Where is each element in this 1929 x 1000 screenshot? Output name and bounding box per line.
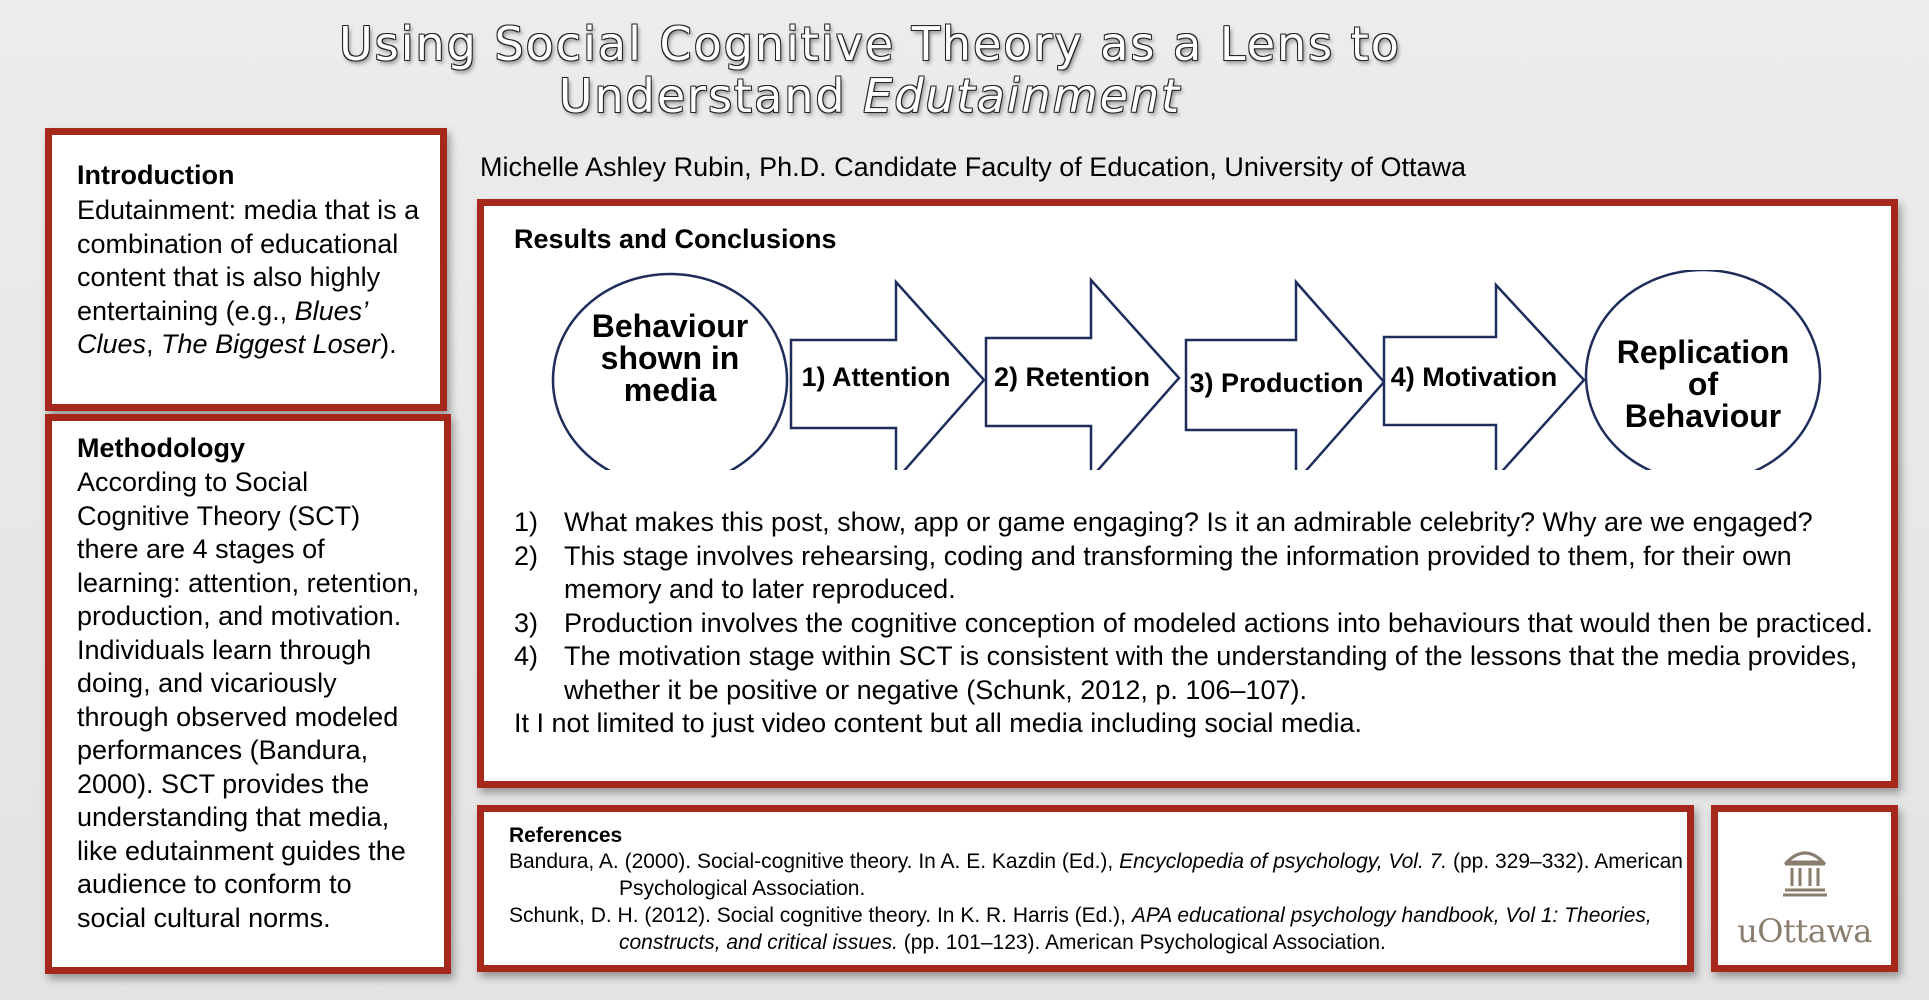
results-heading: Results and Conclusions <box>514 224 837 254</box>
sct-process-diagram <box>551 270 1851 470</box>
title-italic: Edutainment <box>863 69 1182 123</box>
author-line: Michelle Ashley Rubin, Ph.D. Candidate Faculty of Education, University of Ottawa <box>480 152 1466 182</box>
list-item: 2) This stage involves rehearsing, coding and transforming the information provided to them, for their own memory and to later reproduced. <box>514 540 1792 604</box>
methodology-panel <box>45 414 451 974</box>
methodology-text: According to Social Cognitive Theory (SCT) there are 4 stages of learning: attention, retention, production, and motivation. Individuals learn through doing, and vicariously through observed modeled performances (Bandura, 2000). SCT provides the understanding that media, like edutainment guides the audience to conform to social cultural norms. <box>77 467 420 933</box>
results-panel <box>477 199 1898 788</box>
building-columns-icon <box>1781 842 1829 898</box>
reference-entry-schunk: Schunk, D. H. (2012). Social cognitive theory. In K. R. Harris (Ed.), APA educational psychology handbook, Vol 1: Theories, constructs, and critical issues. (pp. 101–123). American Psychological Association. <box>509 904 1652 954</box>
stage-label-motivation: 4) Motivation <box>1390 362 1558 392</box>
uottawa-wordmark: uOttawa <box>1737 912 1872 950</box>
title-line-2: Understand Edutainment <box>558 69 1182 123</box>
stage-label-retention: 2) Retention <box>993 362 1150 392</box>
methodology-heading: Methodology <box>77 433 245 463</box>
references-heading: References <box>509 824 623 847</box>
reference-entry-bandura: Bandura, A. (2000). Social-cognitive theory. In A. E. Kazdin (Ed.), Encyclopedia of psychology, Vol. 7. (pp. 329–332). American Psychological Association. <box>509 850 1683 900</box>
list-item: 3) Production involves the cognitive conception of modeled actions into behaviours that would then be practiced. <box>514 607 1873 638</box>
end-label: Replication of Behaviour <box>1616 334 1790 434</box>
introduction-panel <box>45 128 447 411</box>
example-biggest-loser: The Biggest Loser <box>161 329 381 359</box>
results-list <box>514 506 1874 741</box>
title-line-1: Using Social Cognitive Theory as a Lens to <box>339 17 1401 71</box>
university-logo-panel <box>1711 805 1898 972</box>
list-item: 4) The motivation stage within SCT is consistent with the understanding of the lessons that the media provides, whether it be positive or negative (Schunk, 2012, p. 106–107). <box>514 641 1858 705</box>
introduction-text: Edutainment: media that is a combination of educational content that is also highly entertaining (e.g., Blues’ Clues, The Biggest Loser). <box>77 195 420 359</box>
introduction-heading: Introduction <box>77 160 235 190</box>
conclusion-text: It I not limited to just video content but all media including social media. <box>514 708 1362 738</box>
list-item: 1) What makes this post, show, app or game engaging? Is it an admirable celebrity? Why are we engaged? <box>514 507 1813 537</box>
poster-title <box>0 18 1740 122</box>
stage-label-production: 3) Production <box>1189 368 1364 398</box>
stage-label-attention: 1) Attention <box>801 362 951 392</box>
start-label: Behaviour shown in media <box>591 308 749 408</box>
references-panel <box>477 805 1694 972</box>
example-blues-clues: Blues’ Clues <box>77 295 367 359</box>
